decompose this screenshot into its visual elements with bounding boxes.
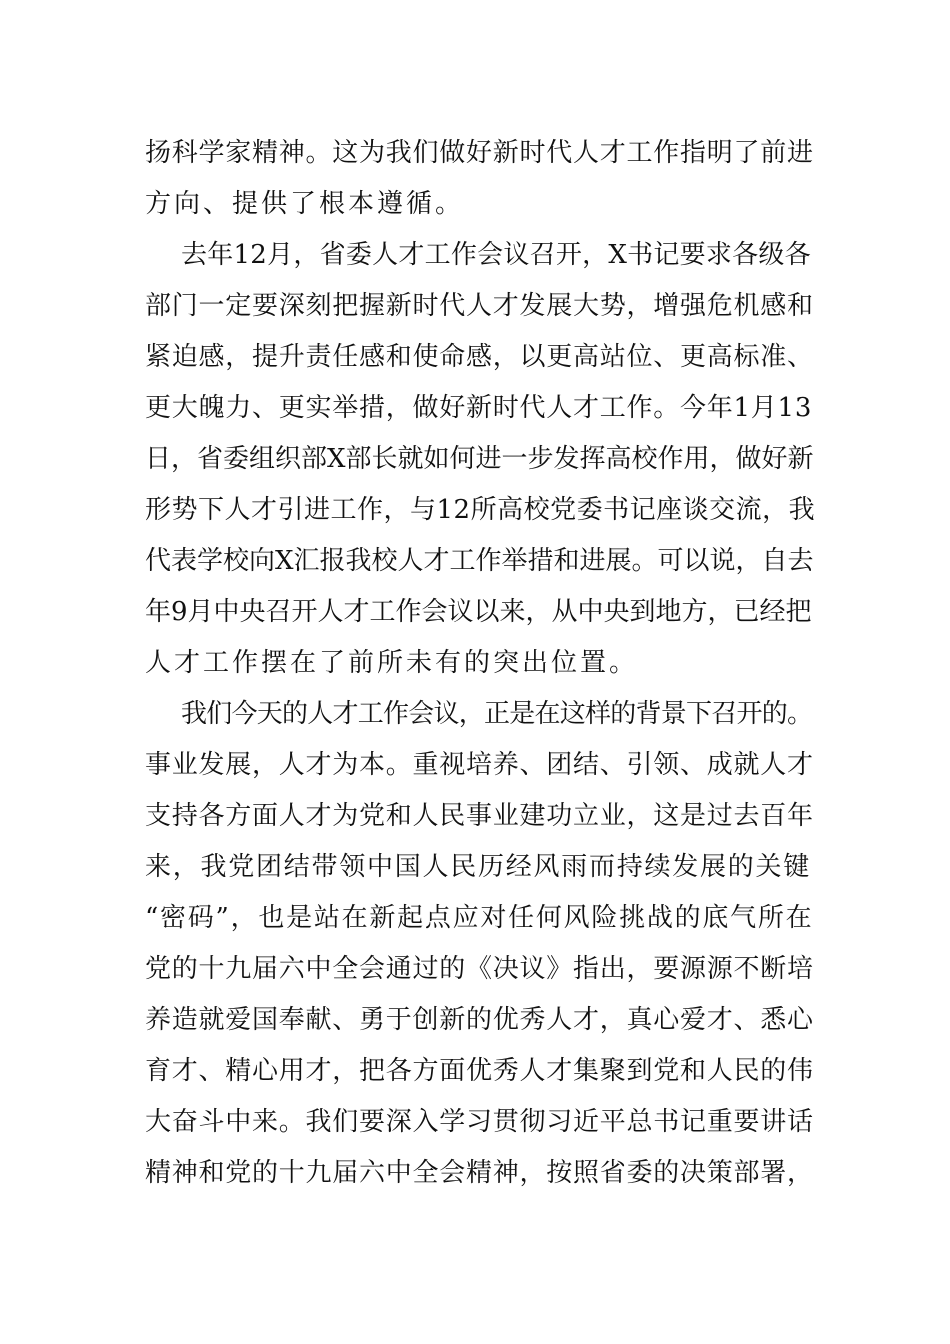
text-line: 大奋斗中来。我们要深入学习贯彻习近平总书记重要讲话 <box>145 1107 814 1137</box>
text-line: 党的十九届六中全会通过的《决议》指出，要源源不断培 <box>145 954 814 984</box>
text-line: 形势下人才引进工作，与12所高校党委书记座谈交流，我 <box>145 495 816 525</box>
text-line: 代表学校向X汇报我校人才工作举措和进展。可以说，自去 <box>145 546 814 576</box>
text-line: 支持各方面人才为党和人民事业建功立业，这是过去百年 <box>145 801 814 831</box>
text-line: 养造就爱国奉献、勇于创新的优秀人才，真心爱才、悉心 <box>145 1005 814 1035</box>
text-line: 精神和党的十九届六中全会精神，按照省委的决策部署， <box>145 1158 814 1188</box>
text-line: “密码”，也是站在新起点应对任何风险挑战的底气所在 <box>145 903 814 933</box>
text-line: 育才、精心用才，把各方面优秀人才集聚到党和人民的伟 <box>145 1056 814 1086</box>
text-line: 事业发展，人才为本。重视培养、团结、引领、成就人才 <box>145 750 814 780</box>
text-line: 紧迫感，提升责任感和使命感，以更高站位、更高标准、 <box>145 342 814 372</box>
text-line: 部门一定要深刻把握新时代人才发展大势，增强危机感和 <box>145 291 814 321</box>
text-line: 年9月中央召开人才工作会议以来，从中央到地方，已经把 <box>145 597 812 627</box>
text-line: 日，省委组织部X部长就如何进一步发挥高校作用，做好新 <box>145 444 814 474</box>
text-line: 更大魄力、更实举措，做好新时代人才工作。今年1月13 <box>145 393 813 423</box>
text-line: 方向、提供了根本遵循。 <box>145 189 465 219</box>
text-line: 扬科学家精神。这为我们做好新时代人才工作指明了前进 <box>145 138 814 168</box>
paragraph-first-line: 我们今天的人才工作会议，正是在这样的背景下召开的。 <box>181 699 813 729</box>
document-body <box>145 128 815 1199</box>
text-line: 人才工作摆在了前所未有的突出位置。 <box>145 648 639 678</box>
paragraph-first-line: 去年12月，省委人才工作会议召开，X书记要求各级各 <box>181 240 811 270</box>
text-line: 来，我党团结带领中国人民历经风雨而持续发展的关键 <box>145 852 812 882</box>
